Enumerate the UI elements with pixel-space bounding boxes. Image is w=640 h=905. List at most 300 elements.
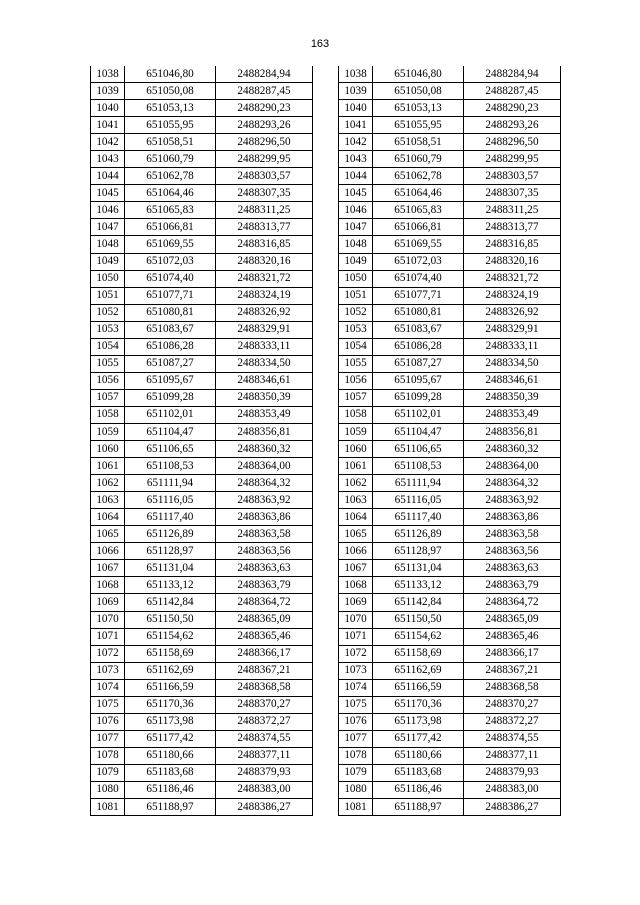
point-number-cell: 1066 xyxy=(91,543,125,560)
table-row xyxy=(91,338,313,355)
x-coordinate-cell: 651131,04 xyxy=(373,560,464,577)
point-number-cell: 1038 xyxy=(339,66,373,83)
x-coordinate-cell: 651053,13 xyxy=(373,100,464,117)
table-row xyxy=(339,287,561,304)
table-row xyxy=(339,577,561,594)
x-coordinate-cell: 651106,65 xyxy=(373,441,464,458)
point-number-cell: 1044 xyxy=(339,168,373,185)
point-number-cell: 1051 xyxy=(339,287,373,304)
coordinates-table-right xyxy=(338,66,561,816)
x-coordinate-cell: 651142,84 xyxy=(125,594,216,611)
x-coordinate-cell: 651126,89 xyxy=(373,526,464,543)
table-row xyxy=(339,304,561,321)
y-coordinate-cell: 2488334,50 xyxy=(464,355,561,372)
table-row xyxy=(91,799,313,816)
y-coordinate-cell: 2488364,72 xyxy=(216,594,313,611)
point-number-cell: 1080 xyxy=(339,781,373,798)
point-number-cell: 1064 xyxy=(339,509,373,526)
point-number-cell: 1057 xyxy=(339,389,373,406)
table-row xyxy=(339,560,561,577)
table-row xyxy=(339,253,561,270)
table-row xyxy=(339,543,561,560)
x-coordinate-cell: 651077,71 xyxy=(373,287,464,304)
point-number-cell: 1059 xyxy=(91,423,125,440)
table-row xyxy=(91,66,313,83)
table-row xyxy=(91,355,313,372)
y-coordinate-cell: 2488377,11 xyxy=(464,747,561,764)
y-coordinate-cell: 2488326,92 xyxy=(464,304,561,321)
point-number-cell: 1076 xyxy=(339,713,373,730)
point-number-cell: 1040 xyxy=(91,100,125,117)
x-coordinate-cell: 651104,47 xyxy=(373,423,464,440)
x-coordinate-cell: 651154,62 xyxy=(373,628,464,645)
y-coordinate-cell: 2488368,58 xyxy=(216,679,313,696)
x-coordinate-cell: 651064,46 xyxy=(373,185,464,202)
x-coordinate-cell: 651108,53 xyxy=(373,458,464,475)
table-row xyxy=(339,134,561,151)
table-row xyxy=(339,168,561,185)
point-number-cell: 1060 xyxy=(91,441,125,458)
x-coordinate-cell: 651095,67 xyxy=(125,372,216,389)
y-coordinate-cell: 2488290,23 xyxy=(464,100,561,117)
x-coordinate-cell: 651087,27 xyxy=(125,355,216,372)
table-row xyxy=(339,389,561,406)
table-row xyxy=(339,594,561,611)
y-coordinate-cell: 2488350,39 xyxy=(216,389,313,406)
x-coordinate-cell: 651072,03 xyxy=(373,253,464,270)
point-number-cell: 1061 xyxy=(91,458,125,475)
point-number-cell: 1062 xyxy=(91,475,125,492)
y-coordinate-cell: 2488363,56 xyxy=(216,543,313,560)
x-coordinate-cell: 651108,53 xyxy=(125,458,216,475)
point-number-cell: 1046 xyxy=(339,202,373,219)
table-row xyxy=(91,747,313,764)
x-coordinate-cell: 651099,28 xyxy=(125,389,216,406)
x-coordinate-cell: 651074,40 xyxy=(125,270,216,287)
y-coordinate-cell: 2488366,17 xyxy=(464,645,561,662)
x-coordinate-cell: 651180,66 xyxy=(373,747,464,764)
y-coordinate-cell: 2488311,25 xyxy=(216,202,313,219)
y-coordinate-cell: 2488356,81 xyxy=(216,423,313,440)
y-coordinate-cell: 2488365,46 xyxy=(464,628,561,645)
point-number-cell: 1081 xyxy=(91,799,125,816)
x-coordinate-cell: 651083,67 xyxy=(125,321,216,338)
point-number-cell: 1052 xyxy=(91,304,125,321)
table-row xyxy=(339,713,561,730)
table-row xyxy=(339,270,561,287)
y-coordinate-cell: 2488363,56 xyxy=(464,543,561,560)
point-number-cell: 1079 xyxy=(91,764,125,781)
y-coordinate-cell: 2488316,85 xyxy=(464,236,561,253)
table-row xyxy=(91,423,313,440)
x-coordinate-cell: 651116,05 xyxy=(373,492,464,509)
x-coordinate-cell: 651111,94 xyxy=(125,475,216,492)
table-row xyxy=(91,594,313,611)
x-coordinate-cell: 651064,46 xyxy=(125,185,216,202)
point-number-cell: 1064 xyxy=(91,509,125,526)
point-number-cell: 1048 xyxy=(339,236,373,253)
point-number-cell: 1054 xyxy=(91,338,125,355)
coordinates-table-left xyxy=(90,66,313,816)
point-number-cell: 1039 xyxy=(91,83,125,100)
x-coordinate-cell: 651188,97 xyxy=(373,799,464,816)
table-row xyxy=(339,475,561,492)
y-coordinate-cell: 2488363,86 xyxy=(216,509,313,526)
point-number-cell: 1040 xyxy=(339,100,373,117)
y-coordinate-cell: 2488363,58 xyxy=(464,526,561,543)
x-coordinate-cell: 651055,95 xyxy=(373,117,464,134)
x-coordinate-cell: 651188,97 xyxy=(125,799,216,816)
x-coordinate-cell: 651104,47 xyxy=(125,423,216,440)
table-row xyxy=(339,423,561,440)
x-coordinate-cell: 651060,79 xyxy=(373,151,464,168)
table-row xyxy=(339,628,561,645)
point-number-cell: 1041 xyxy=(339,117,373,134)
point-number-cell: 1049 xyxy=(91,253,125,270)
point-number-cell: 1062 xyxy=(339,475,373,492)
x-coordinate-cell: 651055,95 xyxy=(125,117,216,134)
point-number-cell: 1075 xyxy=(339,696,373,713)
y-coordinate-cell: 2488324,19 xyxy=(464,287,561,304)
point-number-cell: 1075 xyxy=(91,696,125,713)
table-row xyxy=(91,781,313,798)
x-coordinate-cell: 651116,05 xyxy=(125,492,216,509)
point-number-cell: 1038 xyxy=(91,66,125,83)
point-number-cell: 1046 xyxy=(91,202,125,219)
table-row xyxy=(91,628,313,645)
table-row xyxy=(91,134,313,151)
y-coordinate-cell: 2488313,77 xyxy=(464,219,561,236)
x-coordinate-cell: 651102,01 xyxy=(373,406,464,423)
table-row xyxy=(339,747,561,764)
x-coordinate-cell: 651080,81 xyxy=(373,304,464,321)
y-coordinate-cell: 2488326,92 xyxy=(216,304,313,321)
y-coordinate-cell: 2488370,27 xyxy=(464,696,561,713)
x-coordinate-cell: 651074,40 xyxy=(373,270,464,287)
point-number-cell: 1055 xyxy=(339,355,373,372)
point-number-cell: 1072 xyxy=(91,645,125,662)
table-row xyxy=(339,185,561,202)
table-row xyxy=(91,253,313,270)
x-coordinate-cell: 651117,40 xyxy=(373,509,464,526)
table-row xyxy=(339,236,561,253)
y-coordinate-cell: 2488368,58 xyxy=(464,679,561,696)
table-row xyxy=(91,321,313,338)
y-coordinate-cell: 2488379,93 xyxy=(464,764,561,781)
y-coordinate-cell: 2488334,50 xyxy=(216,355,313,372)
point-number-cell: 1059 xyxy=(339,423,373,440)
table-row xyxy=(91,560,313,577)
y-coordinate-cell: 2488303,57 xyxy=(216,168,313,185)
table-row xyxy=(91,168,313,185)
point-number-cell: 1065 xyxy=(339,526,373,543)
y-coordinate-cell: 2488299,95 xyxy=(216,151,313,168)
table-row xyxy=(91,458,313,475)
y-coordinate-cell: 2488367,21 xyxy=(464,662,561,679)
table-row xyxy=(339,355,561,372)
point-number-cell: 1053 xyxy=(91,321,125,338)
y-coordinate-cell: 2488287,45 xyxy=(464,83,561,100)
x-coordinate-cell: 651072,03 xyxy=(125,253,216,270)
y-coordinate-cell: 2488303,57 xyxy=(464,168,561,185)
y-coordinate-cell: 2488350,39 xyxy=(464,389,561,406)
x-coordinate-cell: 651087,27 xyxy=(373,355,464,372)
x-coordinate-cell: 651080,81 xyxy=(125,304,216,321)
point-number-cell: 1079 xyxy=(339,764,373,781)
y-coordinate-cell: 2488290,23 xyxy=(216,100,313,117)
table-row xyxy=(91,764,313,781)
point-number-cell: 1067 xyxy=(91,560,125,577)
table-row xyxy=(339,764,561,781)
point-number-cell: 1070 xyxy=(91,611,125,628)
point-number-cell: 1076 xyxy=(91,713,125,730)
x-coordinate-cell: 651102,01 xyxy=(125,406,216,423)
table-row xyxy=(339,509,561,526)
table-row xyxy=(91,679,313,696)
point-number-cell: 1041 xyxy=(91,117,125,134)
table-row xyxy=(91,577,313,594)
x-coordinate-cell: 651050,08 xyxy=(373,83,464,100)
y-coordinate-cell: 2488321,72 xyxy=(216,270,313,287)
x-coordinate-cell: 651162,69 xyxy=(125,662,216,679)
table-row xyxy=(339,526,561,543)
point-number-cell: 1058 xyxy=(339,406,373,423)
table-row xyxy=(339,441,561,458)
y-coordinate-cell: 2488386,27 xyxy=(464,799,561,816)
x-coordinate-cell: 651133,12 xyxy=(125,577,216,594)
y-coordinate-cell: 2488367,21 xyxy=(216,662,313,679)
point-number-cell: 1055 xyxy=(91,355,125,372)
point-number-cell: 1071 xyxy=(91,628,125,645)
y-coordinate-cell: 2488363,79 xyxy=(216,577,313,594)
y-coordinate-cell: 2488293,26 xyxy=(216,117,313,134)
point-number-cell: 1049 xyxy=(339,253,373,270)
point-number-cell: 1070 xyxy=(339,611,373,628)
x-coordinate-cell: 651099,28 xyxy=(373,389,464,406)
point-number-cell: 1074 xyxy=(91,679,125,696)
y-coordinate-cell: 2488364,72 xyxy=(464,594,561,611)
x-coordinate-cell: 651158,69 xyxy=(373,645,464,662)
table-row xyxy=(339,100,561,117)
y-coordinate-cell: 2488364,32 xyxy=(216,475,313,492)
x-coordinate-cell: 651065,83 xyxy=(125,202,216,219)
table-row xyxy=(339,321,561,338)
x-coordinate-cell: 651066,81 xyxy=(125,219,216,236)
point-number-cell: 1065 xyxy=(91,526,125,543)
x-coordinate-cell: 651142,84 xyxy=(373,594,464,611)
x-coordinate-cell: 651133,12 xyxy=(373,577,464,594)
y-coordinate-cell: 2488333,11 xyxy=(464,338,561,355)
table-row xyxy=(91,100,313,117)
point-number-cell: 1053 xyxy=(339,321,373,338)
table-row xyxy=(91,236,313,253)
table-row xyxy=(91,713,313,730)
y-coordinate-cell: 2488356,81 xyxy=(464,423,561,440)
x-coordinate-cell: 651058,51 xyxy=(373,134,464,151)
table-row xyxy=(91,406,313,423)
y-coordinate-cell: 2488365,09 xyxy=(216,611,313,628)
point-number-cell: 1052 xyxy=(339,304,373,321)
y-coordinate-cell: 2488296,50 xyxy=(464,134,561,151)
point-number-cell: 1067 xyxy=(339,560,373,577)
x-coordinate-cell: 651117,40 xyxy=(125,509,216,526)
y-coordinate-cell: 2488324,19 xyxy=(216,287,313,304)
x-coordinate-cell: 651150,50 xyxy=(373,611,464,628)
y-coordinate-cell: 2488307,35 xyxy=(216,185,313,202)
point-number-cell: 1078 xyxy=(91,747,125,764)
table-row xyxy=(91,389,313,406)
x-coordinate-cell: 651095,67 xyxy=(373,372,464,389)
y-coordinate-cell: 2488386,27 xyxy=(216,799,313,816)
y-coordinate-cell: 2488365,09 xyxy=(464,611,561,628)
y-coordinate-cell: 2488374,55 xyxy=(216,730,313,747)
point-number-cell: 1073 xyxy=(91,662,125,679)
y-coordinate-cell: 2488364,32 xyxy=(464,475,561,492)
table-row xyxy=(339,799,561,816)
x-coordinate-cell: 651166,59 xyxy=(373,679,464,696)
table-row xyxy=(339,83,561,100)
point-number-cell: 1048 xyxy=(91,236,125,253)
y-coordinate-cell: 2488363,79 xyxy=(464,577,561,594)
point-number-cell: 1069 xyxy=(91,594,125,611)
point-number-cell: 1072 xyxy=(339,645,373,662)
table-row xyxy=(91,185,313,202)
table-row xyxy=(339,611,561,628)
y-coordinate-cell: 2488363,92 xyxy=(464,492,561,509)
table-row xyxy=(339,730,561,747)
y-coordinate-cell: 2488363,86 xyxy=(464,509,561,526)
x-coordinate-cell: 651170,36 xyxy=(125,696,216,713)
y-coordinate-cell: 2488379,93 xyxy=(216,764,313,781)
y-coordinate-cell: 2488313,77 xyxy=(216,219,313,236)
y-coordinate-cell: 2488360,32 xyxy=(216,441,313,458)
y-coordinate-cell: 2488299,95 xyxy=(464,151,561,168)
y-coordinate-cell: 2488353,49 xyxy=(216,406,313,423)
y-coordinate-cell: 2488363,58 xyxy=(216,526,313,543)
x-coordinate-cell: 651066,81 xyxy=(373,219,464,236)
x-coordinate-cell: 651062,78 xyxy=(373,168,464,185)
y-coordinate-cell: 2488383,00 xyxy=(464,781,561,798)
y-coordinate-cell: 2488333,11 xyxy=(216,338,313,355)
table-row xyxy=(339,662,561,679)
x-coordinate-cell: 651128,97 xyxy=(125,543,216,560)
table-row xyxy=(339,202,561,219)
table-row xyxy=(91,475,313,492)
point-number-cell: 1056 xyxy=(339,372,373,389)
point-number-cell: 1068 xyxy=(339,577,373,594)
x-coordinate-cell: 651162,69 xyxy=(373,662,464,679)
y-coordinate-cell: 2488284,94 xyxy=(216,66,313,83)
x-coordinate-cell: 651180,66 xyxy=(125,747,216,764)
point-number-cell: 1050 xyxy=(339,270,373,287)
y-coordinate-cell: 2488363,63 xyxy=(464,560,561,577)
y-coordinate-cell: 2488346,61 xyxy=(216,372,313,389)
y-coordinate-cell: 2488366,17 xyxy=(216,645,313,662)
point-number-cell: 1042 xyxy=(91,134,125,151)
point-number-cell: 1061 xyxy=(339,458,373,475)
table-row xyxy=(91,696,313,713)
point-number-cell: 1054 xyxy=(339,338,373,355)
point-number-cell: 1069 xyxy=(339,594,373,611)
x-coordinate-cell: 651154,62 xyxy=(125,628,216,645)
y-coordinate-cell: 2488365,46 xyxy=(216,628,313,645)
table-row xyxy=(339,219,561,236)
y-coordinate-cell: 2488320,16 xyxy=(216,253,313,270)
x-coordinate-cell: 651173,98 xyxy=(125,713,216,730)
table-row xyxy=(339,66,561,83)
x-coordinate-cell: 651126,89 xyxy=(125,526,216,543)
x-coordinate-cell: 651046,80 xyxy=(125,66,216,83)
point-number-cell: 1063 xyxy=(339,492,373,509)
table-row xyxy=(91,270,313,287)
x-coordinate-cell: 651060,79 xyxy=(125,151,216,168)
y-coordinate-cell: 2488284,94 xyxy=(464,66,561,83)
table-row xyxy=(91,304,313,321)
point-number-cell: 1077 xyxy=(339,730,373,747)
point-number-cell: 1045 xyxy=(339,185,373,202)
point-number-cell: 1077 xyxy=(91,730,125,747)
point-number-cell: 1043 xyxy=(339,151,373,168)
table-row xyxy=(339,781,561,798)
y-coordinate-cell: 2488296,50 xyxy=(216,134,313,151)
x-coordinate-cell: 651150,50 xyxy=(125,611,216,628)
point-number-cell: 1068 xyxy=(91,577,125,594)
x-coordinate-cell: 651111,94 xyxy=(373,475,464,492)
point-number-cell: 1047 xyxy=(91,219,125,236)
table-row xyxy=(339,406,561,423)
table-row xyxy=(91,287,313,304)
point-number-cell: 1080 xyxy=(91,781,125,798)
x-coordinate-cell: 651046,80 xyxy=(373,66,464,83)
x-coordinate-cell: 651086,28 xyxy=(125,338,216,355)
point-number-cell: 1039 xyxy=(339,83,373,100)
y-coordinate-cell: 2488370,27 xyxy=(216,696,313,713)
point-number-cell: 1056 xyxy=(91,372,125,389)
point-number-cell: 1081 xyxy=(339,799,373,816)
table-row xyxy=(91,543,313,560)
x-coordinate-cell: 651177,42 xyxy=(125,730,216,747)
point-number-cell: 1071 xyxy=(339,628,373,645)
point-number-cell: 1044 xyxy=(91,168,125,185)
y-coordinate-cell: 2488364,00 xyxy=(464,458,561,475)
table-row xyxy=(91,151,313,168)
table-row xyxy=(339,679,561,696)
point-number-cell: 1043 xyxy=(91,151,125,168)
y-coordinate-cell: 2488346,61 xyxy=(464,372,561,389)
point-number-cell: 1063 xyxy=(91,492,125,509)
y-coordinate-cell: 2488360,32 xyxy=(464,441,561,458)
page-number: 163 xyxy=(310,38,330,50)
x-coordinate-cell: 651166,59 xyxy=(125,679,216,696)
table-row xyxy=(339,696,561,713)
x-coordinate-cell: 651050,08 xyxy=(125,83,216,100)
table-row xyxy=(91,611,313,628)
x-coordinate-cell: 651177,42 xyxy=(373,730,464,747)
x-coordinate-cell: 651058,51 xyxy=(125,134,216,151)
x-coordinate-cell: 651062,78 xyxy=(125,168,216,185)
point-number-cell: 1060 xyxy=(339,441,373,458)
table-row xyxy=(91,83,313,100)
point-number-cell: 1066 xyxy=(339,543,373,560)
x-coordinate-cell: 651186,46 xyxy=(373,781,464,798)
table-row xyxy=(339,645,561,662)
x-coordinate-cell: 651158,69 xyxy=(125,645,216,662)
point-number-cell: 1050 xyxy=(91,270,125,287)
x-coordinate-cell: 651128,97 xyxy=(373,543,464,560)
x-coordinate-cell: 651131,04 xyxy=(125,560,216,577)
y-coordinate-cell: 2488363,92 xyxy=(216,492,313,509)
table-row xyxy=(91,492,313,509)
